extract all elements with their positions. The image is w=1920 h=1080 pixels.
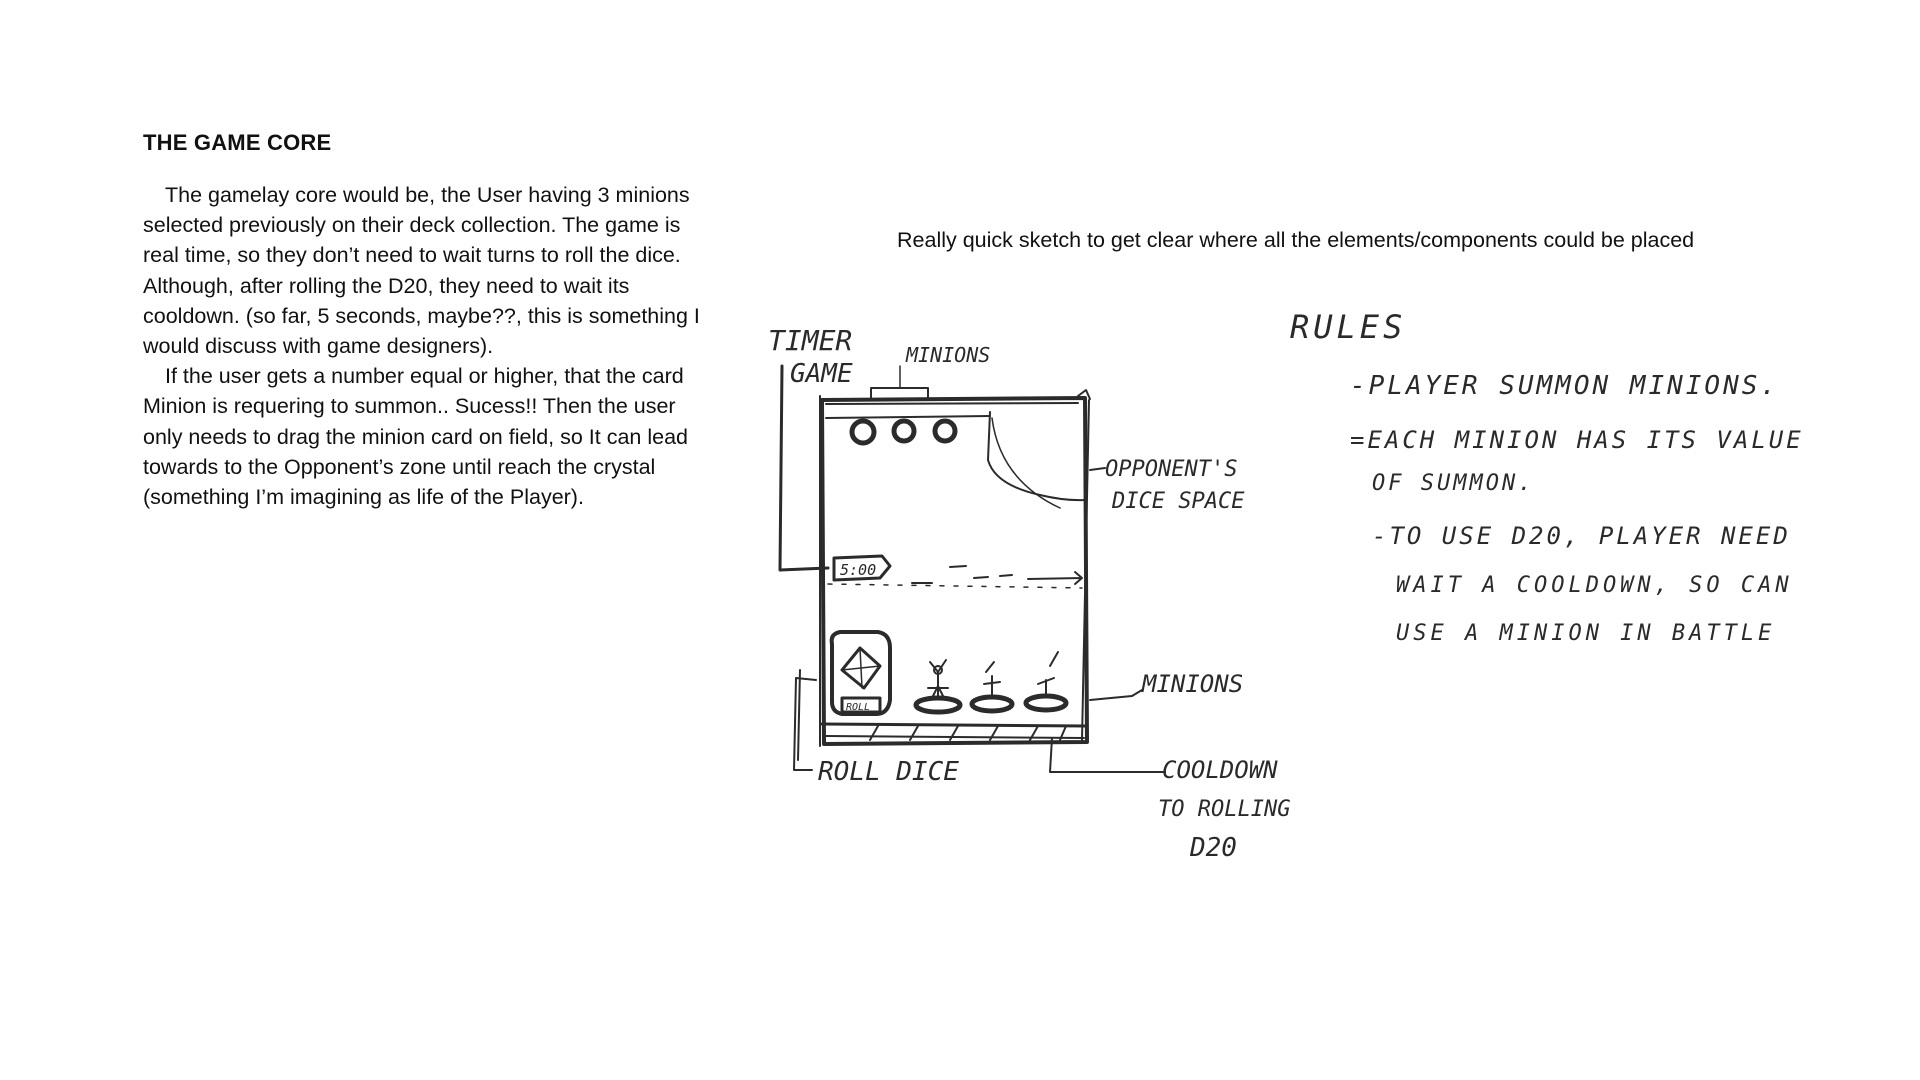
opponent-label-line2: DICE SPACE	[1112, 489, 1245, 514]
cooldown-label-line1: COOLDOWN	[1162, 756, 1278, 784]
body-text	[143, 180, 703, 512]
rule-item-4: -TO USE D20, PLAYER NEED	[1372, 522, 1791, 550]
opponent-label-line1: OPPONENT'S	[1105, 457, 1238, 482]
player-minion-pad	[1026, 696, 1066, 710]
opponent-minion-slot	[935, 421, 955, 441]
opponent-minion-slot	[894, 421, 914, 441]
wireframe-sketch	[760, 300, 1860, 890]
rule-item-3: OF SUMMON.	[1372, 471, 1535, 496]
opponent-minion-slot	[852, 421, 874, 443]
timer-label: TIMER	[768, 324, 853, 357]
dice-value: ROLL	[846, 702, 871, 713]
cooldown-label-line2: TO ROLLING	[1158, 797, 1291, 822]
paragraph-1: The gamelay core would be, the User having 3 minions selected previously on their deck collection. The game is real time, so they don’t need to wait turns to roll the dice. Although, after rolling the D20, they need to wait its cooldown. (so far, 5 seconds, maybe??, this is something I would discuss with game designers).	[143, 183, 700, 359]
rule-item-1: -PLAYER SUMMON MINIONS.	[1350, 371, 1780, 401]
player-minion-pad	[972, 697, 1012, 711]
cooldown-label-line3: D20	[1190, 833, 1237, 863]
rule-item-6: USE A MINION IN BATTLE	[1396, 621, 1776, 646]
sketch-image	[760, 300, 1860, 890]
section-title: THE GAME CORE	[143, 130, 332, 155]
minions-side-label: MINIONS	[1142, 670, 1244, 698]
player-minion-pad	[916, 698, 960, 712]
roll-dice-label: ROLL DICE	[818, 757, 959, 787]
rule-item-2: =EACH MINION HAS ITS VALUE	[1350, 426, 1804, 454]
rule-item-5: WAIT A COOLDOWN, SO CAN	[1396, 573, 1793, 598]
sketch-caption: Really quick sketch to get clear where all the elements/components could be placed	[897, 228, 1695, 252]
cooldown-bar	[822, 724, 1086, 726]
rules-heading: RULES	[1290, 308, 1407, 346]
minions-top-label: MINIONS	[906, 343, 991, 367]
game-label: GAME	[790, 359, 853, 389]
timer-value: 5:00	[840, 561, 877, 579]
paragraph-2: If the user gets a number equal or higher, that the card Minion is requering to summon.. Sucess!! Then the user only needs to drag the minion card on field, so It can lead towards to the Opponent’s zone until reach the crystal (something I’m imagining as life of the Player).	[143, 364, 689, 510]
